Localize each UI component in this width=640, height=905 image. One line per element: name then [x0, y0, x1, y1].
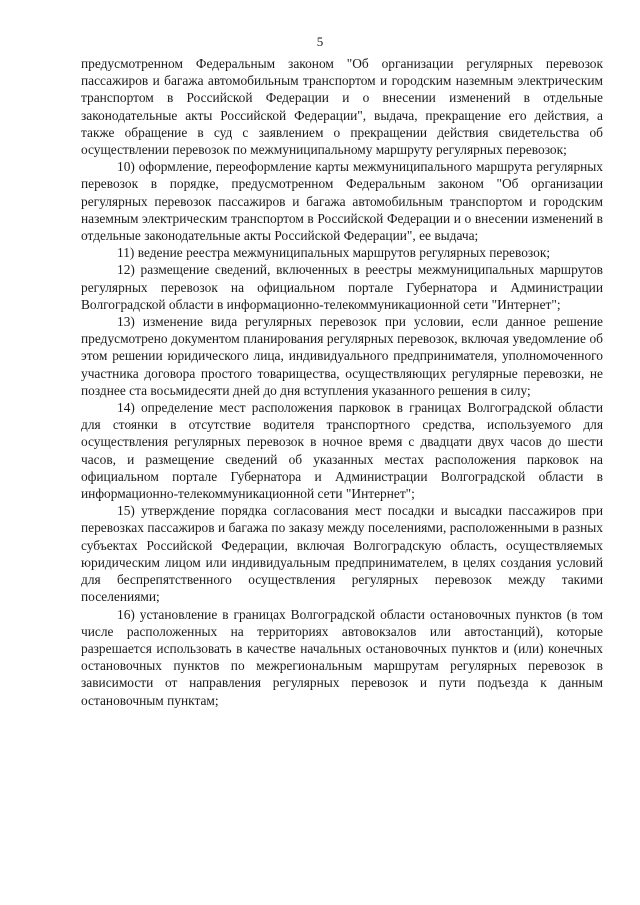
- paragraph-item-15: 15) утверждение порядка согласования мест посадки и высадки пассажиров при перевозках пассажиров и багажа по заказу между поселениями, расположенными в разных субъектах Российской Федерации, включая Волгоградскую область, осуществляемых юридическим лицом или индивидуальным предпринимателем, в целях создания условий для беспрепятственного осуществления регулярных перевозок между такими поселениями;: [81, 503, 603, 605]
- page-number: 5: [316, 34, 324, 49]
- paragraph-continuation: предусмотренном Федеральным законом "Об организации регулярных перевозок пассажиров и багажа автомобильным транспортом и городским наземным электрическим транспортом в Российской Федерации и о внесении изменений в отдельные законодательные акты Российской Федерации", выдача, прекращение его действия, а также обращение в суд с заявлением о прекращении действия свидетельства об осуществлении перевозок по межмуниципальному маршруту регулярных перевозок;: [81, 56, 603, 158]
- paragraph-item-12: 12) размещение сведений, включенных в реестры межмуниципальных маршрутов регулярных перевозок на официальном портале Губернатора и Администрации Волгоградской области в информационно-телекоммуникационной сети "Интернет";: [81, 262, 603, 312]
- paragraph-item-16: 16) установление в границах Волгоградской области остановочных пунктов (в том числе расположенных на территориях автовокзалов или автостанций), которые разрешается использовать в качестве начальных остановочных пунктов и (или) конечных остановочных пунктов по межрегиональным маршрутам регулярных перевозок в зависимости от направления регулярных перевозок и пути подъезда к данным остановочным пунктам;: [81, 606, 603, 708]
- paragraph-item-13: 13) изменение вида регулярных перевозок при условии, если данное решение предусмотрено документом планирования регулярных перевозок, включая уведомление об этом решении юридического лица, индивидуального предпринимателя, уполномоченного участника договора простого товарищества, осуществляющих регулярные перевозки, не позднее ста восьмидесяти дней до дня вступления указанного решения в силу;: [81, 314, 603, 398]
- document-body: [81, 55, 603, 709]
- paragraph-item-11: 11) ведение реестра межмуниципальных маршрутов регулярных перевозок;: [117, 245, 551, 261]
- paragraph-item-10: 10) оформление, переоформление карты межмуниципального маршрута регулярных перевозок в порядке, предусмотренном Федеральным законом "Об организации регулярных перевозок пассажиров и багажа автомобильным транспортом и городским наземным электрическим транспортом в Российской Федерации и о внесении изменений в отдельные законодательные акты Российской Федерации", ее выдача;: [81, 159, 603, 244]
- paragraph-item-14: 14) определение мест расположения парковок в границах Волгоградской области для стоянки в отсутствие водителя транспортного средства, используемого для осуществления регулярных перевозок в ночное время с двадцати двух часов до шести часов, и размещение сведений об указанных местах расположения парковок на официальном портале Губернатора и Администрации Волгоградской области в информационно-телекоммуникационной сети "Интернет";: [81, 400, 603, 502]
